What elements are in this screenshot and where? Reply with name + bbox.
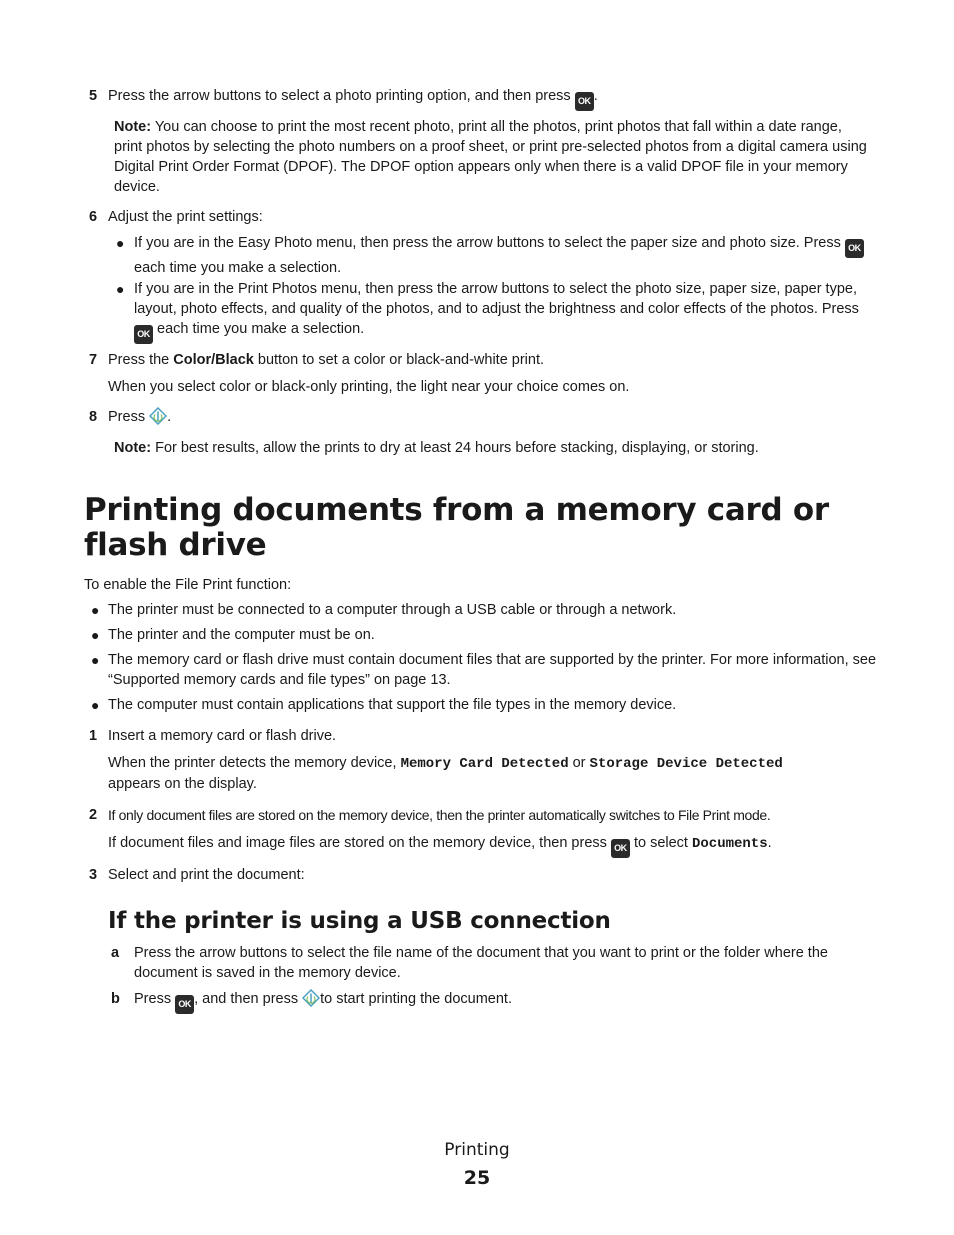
period: . <box>593 88 598 104</box>
subtext-pre: When the printer detects the memory device, <box>108 755 401 771</box>
substep-text <box>134 989 876 1014</box>
note-text: For best results, allow the prints to dry at least 24 hours before stacking, displaying, or storing. <box>151 440 759 456</box>
start-icon <box>149 407 167 425</box>
step-text-post: button to set a color or black-and-white print. <box>253 352 545 368</box>
bullet-content: If you are in the Easy Photo menu, then press the arrow buttons to select the paper size and photo size. Press <box>134 235 841 251</box>
bullet: ● <box>91 697 100 713</box>
step-subtext <box>108 833 878 858</box>
note <box>114 117 874 197</box>
note <box>114 438 874 458</box>
bullet: ● <box>91 627 100 643</box>
step-subtext: When you select color or black-only printing, the light near your choice comes on. <box>108 379 630 395</box>
subtext-post: appears on the display. <box>108 776 257 792</box>
footer-section-name: Printing <box>444 1140 510 1160</box>
step-number: 6 <box>89 209 98 225</box>
step-number: 7 <box>89 352 98 368</box>
bullet-text <box>134 233 876 278</box>
step-text: Insert a memory card or flash drive. <box>108 728 337 744</box>
substep-label: a <box>111 945 120 961</box>
ok-button-icon: OK <box>175 995 194 1014</box>
bullet-text: The printer must be connected to a computer through a USB cable or through a network. <box>108 602 677 618</box>
step-text: Adjust the print settings: <box>108 209 263 225</box>
step-number: 3 <box>89 867 98 883</box>
bullet-tail: each time you make a selection. <box>153 321 365 337</box>
step-text <box>108 86 878 111</box>
bullet-tail: each time you make a selection. <box>134 260 342 276</box>
color-black-button-name: Color/Black <box>173 352 254 368</box>
period: . <box>767 835 772 851</box>
bullet: ● <box>116 281 125 297</box>
substep-post: to start printing the document. <box>320 991 512 1007</box>
substep-pre: Press <box>134 991 172 1007</box>
step-number: 5 <box>89 88 98 104</box>
start-icon <box>302 989 320 1007</box>
note-label: Note: <box>114 119 152 135</box>
substep-text: Press the arrow buttons to select the file name of the document that you want to print or the folder where the document is saved in the memory device. <box>134 945 828 981</box>
ok-button-icon: OK <box>845 239 864 258</box>
note-label: Note: <box>114 440 152 456</box>
page-number: 25 <box>463 1167 491 1189</box>
ok-button-icon: OK <box>611 839 630 858</box>
bullet-text <box>134 279 876 344</box>
period: . <box>167 409 172 425</box>
step-text-pre: Press <box>108 409 150 425</box>
substep-label: b <box>111 991 120 1007</box>
display-option: Documents <box>691 836 768 852</box>
step-text-pre: Press the <box>108 352 174 368</box>
display-message: Storage Device Detected <box>589 756 783 772</box>
bullet-text: The printer and the computer must be on. <box>108 627 375 643</box>
section-intro: To enable the File Print function: <box>84 577 292 593</box>
step-text: If only document files are stored on the memory device, then the printer automatically switches to File Print mode. <box>108 807 771 823</box>
subtext-pre: If document files and image files are stored on the memory device, then press <box>108 835 607 851</box>
display-message: Memory Card Detected <box>400 756 569 772</box>
ok-button-icon: OK <box>134 325 153 344</box>
bullet: ● <box>91 652 100 668</box>
bullet-content: If you are in the Print Photos menu, then press the arrow buttons to select the photo size, paper size, paper type, layout, photo effects, and quality of the photos, and to adjust the brightness and color effects of the photos. Press <box>134 281 859 317</box>
step-number: 8 <box>89 409 98 425</box>
step-text-content: Press the arrow buttons to select a photo printing option, and then press <box>108 88 571 104</box>
step-text <box>108 350 878 370</box>
bullet-text: The computer must contain applications that support the file types in the memory device. <box>108 697 677 713</box>
step-text: Select and print the document: <box>108 867 305 883</box>
subtext-mid: to select <box>629 835 692 851</box>
bullet: ● <box>91 602 100 618</box>
step-text <box>108 407 878 427</box>
step-number: 2 <box>89 807 98 823</box>
bullet: ● <box>116 235 125 251</box>
section-title: Printing documents from a memory card or flash drive <box>84 492 829 563</box>
note-text: You can choose to print the most recent photo, print all the photos, print photos that fall within a date range, print photos by selecting the photo numbers on a proof sheet, or print pre-selected photos from a digital camera using Digital Print Order Format (DPOF). The DPOF option appears only when there is a valid DPOF file in your memory device. <box>114 119 867 195</box>
bullet-text: The memory card or flash drive must contain document files that are supported by the printer. For more information, see “Supported memory cards and file types” on page 13. <box>108 652 877 688</box>
step-number: 1 <box>89 728 98 744</box>
step-subtext <box>108 753 808 794</box>
subtext-mid: or <box>568 755 590 771</box>
ok-button-icon: OK <box>575 92 594 111</box>
subsection-title: If the printer is using a USB connection <box>108 908 611 934</box>
substep-mid: , and then press <box>194 991 299 1007</box>
